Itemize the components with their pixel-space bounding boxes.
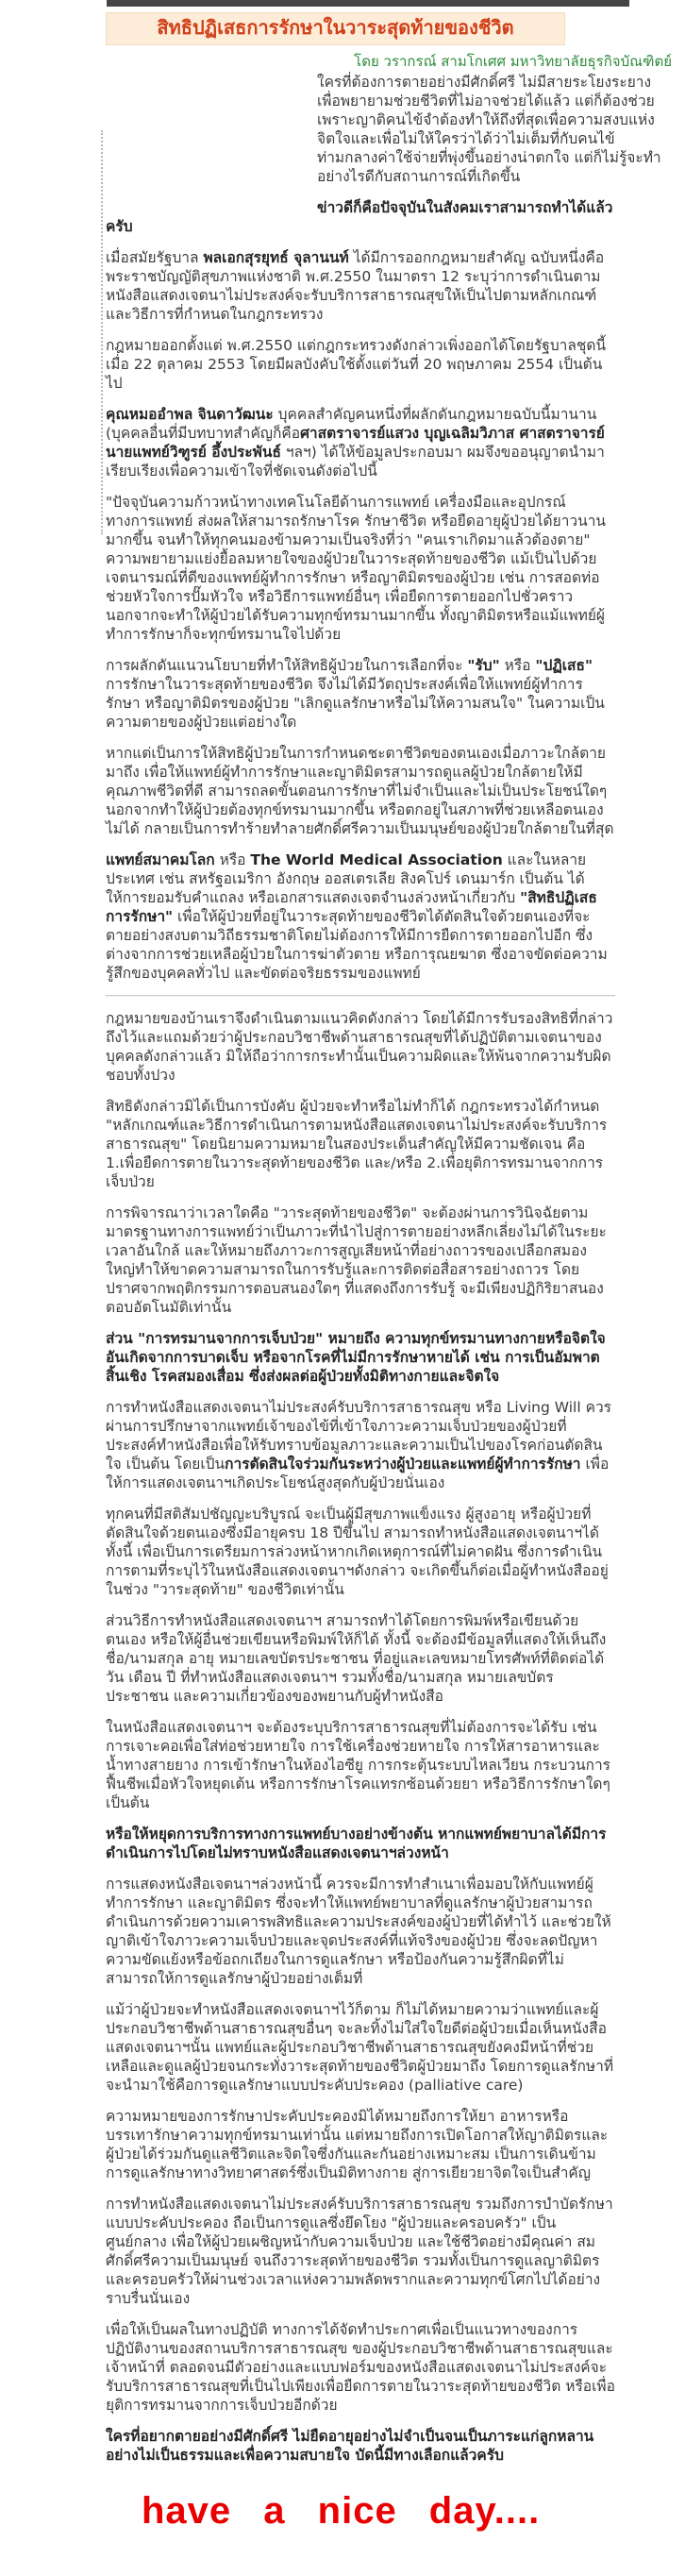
paragraph xyxy=(106,744,672,838)
text-run: ในหนังสือแสดงเจตนาฯ จะต้องระบุบริการสาธารณสุขที่ไม่ต้องการจะได้รับ เช่น การเจาะคอเพื่อใส่ท่อช่วยหายใจ การใช้เครื่องช่วยหายใจ การให้สารอาหารและน้ำทางสายยาง การเข้ารักษาในห้องไอซียู การกระตุ้นระบบไหลเวียน กระบวนการฟื้นชีพเมื่อหัวใจหยุดเต้น หรือการรักษาโรคแทรกซ้อนด้วยยา หรือวิธีการรักษาใดๆ เป็นต้น xyxy=(106,1719,610,1811)
text-run: การทำหนังสือแสดงเจตนาไม่ประสงค์รับบริการสาธารณสุข หรือ Living Will ควรผ่านการปรึกษาจากแพทย์เจ้าของไข้ที่เข้าใจภาวะความเจ็บป่วยของผู้ป่วยที่ประสงค์ทำหนังสือเพื่อให้รับทราบข้อมูลภาวะและความเป็นไปของโรคก่อนตัดสินใจ เป็นต้น โดยเป็น xyxy=(106,1399,611,1473)
text-run: การผลักดันแนวนโยบายที่ทำให้สิทธิผู้ป่วยในการเลือกที่จะ xyxy=(106,657,468,674)
paragraph xyxy=(106,1875,672,1988)
paragraph xyxy=(106,1718,672,1812)
bold-text-run: ศาสตราจารย์แสวง บุญเฉลิมวิภาส ศาสตราจารย์ นายแพทย์วิฑูรย์ อึ้งประพันธ์ xyxy=(106,425,605,461)
paragraph xyxy=(106,1398,672,1492)
paragraph xyxy=(106,850,672,983)
text-run: หรือ xyxy=(214,851,251,868)
paragraph xyxy=(106,1329,672,1386)
paragraph xyxy=(106,1505,672,1599)
text-run: เพื่อให้เป็นผลในทางปฏิบัติ ทางการได้จัดทำประกาศเพื่อเป็นแนวทางของการปฏิบัติงานของสถานบริการสาธารณสุข ของผู้ประกอบวิชาชีพด้านสาธารณสุขและเจ้าหน้าที่ ตลอดจนมีตัวอย่างและแบบฟอร์มของหนังสือแสดงเจตนาไม่ประสงค์จะรับบริการสาธารณสุขที่เป็นไปเพียงเพื่อยืดการตายในวาระสุดท้ายของชีวิต หรือเพื่อยุติการทรมานจากการเจ็บป่วยอีกด้วย xyxy=(106,2321,615,2414)
bold-text-run: "ปฏิเสธ" xyxy=(535,657,593,674)
text-run: สิทธิดังกล่าวมิได้เป็นการบังคับ ผู้ป่วยจะทำหรือไม่ทำก็ได้ กฎกระทรวงได้กำหนด "หลักเกณฑ์และวิธีการดำเนินการตามหนังสือแสดงเจตนาไม่ประสงค์จะรับบริการสาธารณสุข" โดยนิยามความหมายในสองประเด็นสำคัญให้มีความชัดเจน คือ 1.เพื่อยืดการตายในวาระสุดท้ายของชีวิต และ/หรือ 2.เพื่อยุติการทรมานจากการเจ็บป่วย xyxy=(106,1098,608,1190)
paragraph xyxy=(106,336,672,393)
byline: โดย วรากรณ์ สามโกเศศ มหาวิทยาลัยธุรกิจบัณฑิตย์ xyxy=(354,53,672,70)
image-placeholder xyxy=(106,52,317,210)
paragraph xyxy=(106,1204,672,1317)
text-run: หรือ xyxy=(499,657,536,674)
bold-text-run: พลเอกสุรยุทธ์ จุลานนท์ xyxy=(203,249,349,266)
text-run: หากแต่เป็นการให้สิทธิผู้ป่วยในการกำหนดชะตาชีวิตของตนเองเมื่อภาวะใกล้ตายมาถึง เพื่อให้แพทย์ผู้ทำการรักษาและญาติมิตรสามารถดูแลผู้ป่วยใกล้ตายให้มีคุณภาพชีวิตที่ดี สามารถลดขั้นตอนการรักษาที่ไม่จำเป็นและไม่เป็นประโยชน์ใดๆ นอกจากทำให้ผู้ป่วยต้องทุกข์ทรมานมากขึ้น หรือตกอยู่ในสภาพที่ช่วยเหลือตนเองไม่ได้ กลายเป็นการทำร้ายทำลายศักดิ์ศรีความเป็นมนุษย์ของผู้ป่วยใกล้ตายในที่สุด xyxy=(106,745,614,837)
bold-text-run: หรือให้หยุดการบริการทางการแพทย์บางอย่างข้างต้น หากแพทย์พยาบาลได้มีการดำเนินการไปโดยไม่ทราบหนังสือแสดงเจตนาฯล่วงหน้า xyxy=(106,1826,607,1861)
intro-paragraph: ใครที่ต้องการตายอย่างมีศักดิ์ศรี ไม่มีสายระโยงระยางเพื่อพยายามช่วยชีวิตที่ไม่อาจช่วยได้แล้ว แต่ก็ต้องช่วยเพราะญาติคนไข้จำต้องทำให้ถึงที่สุดเพื่อความสงบแห่งจิตใจและเพื่อไม่ให้ใครว่าได้ว่าไม่เต็มที่กับคนไข้ท่ามกลางค่าใช้จ่ายที่พุ่งขึ้นอย่างน่าตกใจ แต่ก็ไม่รู้จะทำอย่างไรดีกับสถานการณ์ที่เกิดขึ้น xyxy=(317,74,661,185)
text-run: กฎหมายออกตั้งแต่ พ.ศ.2550 แต่กฎกระทรวงดังกล่าวเพิ่งออกได้โดยรัฐบาลชุดนี้เมื่อ 22 ตุลาคม 2553 โดยมีผลบังคับใช้ตั้งแต่วันที่ 20 พฤษภาคม 2554 เป็นต้นไป xyxy=(106,337,607,392)
text-run: ความหมายของการรักษาประคับประคองมิได้หมายถึงการให้ยา อาหารหรือบรรเทารักษาความทุกข์ทรมานเท่านั้น แต่หมายถึงการเปิดโอกาสให้ญาติมิตรและผู้ป่วยได้ร่วมกันดูแลชีวิตและจิตใจซึ่งกันและกันอย่างเหมาะสม เป็นการเดินข้ามการดูแลรักษาทางวิทยาศาสตร์ซึ่งเป็นมิติทางกาย สู่การเยียวยาจิตใจเป็นสำคัญ xyxy=(106,2108,609,2181)
text-run: ทุกคนที่มีสติสัมปชัญญะบริบูรณ์ จะเป็นผู้มีสุขภาพแข็งแรง ผู้สูงอายุ หรือผู้ป่วยที่ตัดสินใจด้วยตนเองซึ่งมีอายุครบ 18 ปีขึ้นไป สามารถทำหนังสือแสดงเจตนาฯได้ ทั้งนี้ เพื่อเป็นการเตรียมการล่วงหน้าหากเกิดเหตุการณ์ที่ไม่คาดฝัน ซึ่งการดำเนินการตามที่ระบุไว้ในหนังสือแสดงเจตนาฯดังกล่าว จะเกิดขึ้นก็ต่อเมื่อผู้ทำหนังสืออยู่ในช่วง "วาระสุดท้าย" ของชีวิตเท่านั้น xyxy=(106,1506,609,1598)
bold-text-run: ส่วน "การทรมานจากการเจ็บป่วย" หมายถึง ความทุกข์ทรมานทางกายหรือจิตใจอันเกิดจากการบาดเจ็บ หรือจากโรคที่ไม่มีการรักษาหายได้ เช่น การเป็นอัมพาตสิ้นเชิง โรคสมองเสื่อม ซึ่งส่งผลต่อผู้ป่วยทั้งมิติทางกายและจิตใจ xyxy=(106,1330,606,1385)
paragraph xyxy=(106,2195,672,2308)
text-run: การทำหนังสือแสดงเจตนาไม่ประสงค์รับบริการสาธารณสุข รวมถึงการบำบัดรักษาแบบประคับประคอง ถือเป็นการดูแลซึ่งยึดโยง "ผู้ป่วยและครอบครัว" เป็นศูนย์กลาง เพื่อให้ผู้ป่วยเผชิญหน้ากับความเจ็บป่วย และใช้ชีวิตอย่างมีคุณค่า สมศักดิ์ศรีความเป็นมนุษย์ จนถึงวาระสุดท้ายของชีวิต รวมทั้งเป็นการดูแลญาติมิตรและครอบครัวให้ผ่านช่วงเวลาแห่งความพลัดพรากและความทุกข์โศกไปได้อย่างราบรื่นนั่นเอง xyxy=(106,2196,613,2307)
text-run: กฎหมายของบ้านเราจึงดำเนินตามแนวคิดดังกล่าว โดยได้มีการรับรองสิทธิที่กล่าวถึงไว้และแถมด้วยว่าผู้ประกอบวิชาชีพด้านสาธารณสุขที่ได้ปฏิบัติตามเจตนาของบุคคลดังกล่าวแล้ว มิให้ถือว่าการกระทำนั้นเป็นความผิดและให้พ้นจากความรับผิดชอบทั้งปวง xyxy=(106,1010,613,1084)
text-run: และในหลายประเทศ เช่น สหรัฐอเมริกา อังกฤษ ออสเตรเลีย สิงคโปร์ เดนมาร์ก เป็นต้น ได้ให้การยอมรับคำแถลง หรือเอกสารแสดงเจตจำนงล่วงหน้าเกี่ยวกับ xyxy=(106,851,587,906)
paragraph xyxy=(106,493,672,644)
bold-text-run: ใครที่อยากตายอย่างมีศักดิ์ศรี ไม่ยืดอายุอย่างไม่จำเป็นจนเป็นภาระแก่ลูกหลานอย่างไม่เป็นธรรมและเพื่อความสบายใจ บัดนี้มีทางเลือกแล้วครับ xyxy=(106,2428,594,2464)
article-body xyxy=(106,198,672,2465)
intro-block xyxy=(106,52,672,186)
paragraph xyxy=(106,1611,672,1706)
paragraph xyxy=(106,2000,672,2095)
section-divider xyxy=(106,995,615,997)
paragraph xyxy=(106,1097,672,1191)
paragraph xyxy=(106,405,672,480)
paragraph xyxy=(106,1825,672,1862)
paragraph xyxy=(106,248,672,324)
text-run: ส่วนวิธีการทำหนังสือแสดงเจตนาฯ สามารถทำได้โดยการพิมพ์หรือเขียนด้วยตนเอง หรือให้ผู้อื่นช่วยเขียนหรือพิมพ์ให้ก็ได้ ทั้งนี้ จะต้องมีข้อมูลที่แสดงให้เห็นถึงชื่อ/นามสกุล อายุ หมายเลขบัตรประชาชน ที่อยู่และเลขหมายโทรศัพท์ที่ติดต่อได้ วัน เดือน ปี ที่ทำหนังสือแสดงเจตนาฯ รวมทั้งชื่อ/นามสกุล หมายเลขบัตรประชาชน และความเกี่ยวข้องของพยานกับผู้ทำหนังสือ xyxy=(106,1612,607,1705)
text-run: บุคคลสำคัญคนหนึ่งที่ผลักดันกฎหมายฉบับนี้มานาน (บุคคลอื่นที่มีบทบาทสำคัญก็คือ xyxy=(106,406,597,442)
paragraph xyxy=(106,2427,672,2465)
dotted-left-border xyxy=(101,130,103,534)
bold-text-run: คุณหมออำพล จินดาวัฒนะ xyxy=(106,406,274,423)
text-run: ได้มีการออกกฎหมายสำคัญ ฉบับหนึ่งคือพระราชบัญญัติสุขภาพแห่งชาติ พ.ศ.2550 ในมาตรา 12 ระบุว่าการดำเนินตามหนังสือแสดงเจตนาไม่ประสงค์จะรับบริการสาธารณสุขให้เป็นไปตามหลักเกณฑ์และวิธีการที่กำหนดในกฎกระทรวง xyxy=(106,249,605,323)
text-run: เพื่อให้ผู้ป่วยที่อยู่ในวาระสุดท้ายของชีวิตได้ตัดสินใจด้วยตนเองที่จะตายอย่างสงบตามวิถีธรรมชาติโดยไม่ต้องการให้มีการยืดการตายออกไปอีก ซึ่งต่างจากการช่วยเหลือผู้ป่วยในการฆ่าตัวตาย หรือการุณยฆาต ซึ่งอาจขัดต่อความรู้สึกของบุคคลทั่วไป และขัดต่อจริยธรรมของแพทย์ xyxy=(106,908,608,982)
paragraph xyxy=(106,2320,672,2415)
text-run: การแสดงหนังสือเจตนาฯล่วงหน้านี้ ควรจะมีการทำสำเนาเพื่อมอบให้กับแพทย์ผู้ทำการรักษา และญาติมิตร ซึ่งจะทำให้แพทย์พยาบาลที่ดูแลรักษาผู้ป่วยสามารถดำเนินการด้วยความเคารพสิทธิและความประสงค์ของผู้ป่วยที่ได้ทำไว้ และช่วยให้ญาติเข้าใจภาวะความเจ็บป่วยและจุดประสงค์ที่แท้จริงของผู้ป่วย ซึ่งจะลดปัญหาความขัดแย้งหรือข้อถกเถียงในการดูแลรักษา หรือป้องกันความรู้สึกผิดที่ไม่สามารถให้การดูแลรักษาผู้ป่วยอย่างเต็มที่ xyxy=(106,1876,611,1987)
footer-note: have a nice day.... xyxy=(142,2490,541,2532)
paragraph xyxy=(106,656,672,732)
text-run: ฯลฯ) ได้ให้ข้อมูลประกอบมา ผมจึงขออนุญาตนำมาเรียบเรียงเพื่อความเข้าใจที่ชัดเจนดังต่อไปนี้ xyxy=(106,444,605,480)
text-run: เมื่อสมัยรัฐบาล xyxy=(106,249,204,266)
text-run: การพิจารณาว่าเวลาใดคือ "วาระสุดท้ายของชีวิต" จะต้องผ่านการวินิจฉัยตามมาตรฐานทางการแพทย์ว่าเป็นภาวะที่นำไปสู่การตายอย่างหลีกเลี่ยงไม่ได้ในระยะเวลาอันใกล้ และให้หมายถึงภาวะการสูญเสียหน้าที่อย่างถาวรของเปลือกสมองใหญ่ทำให้ขาดความสามารถในการรับรู้และการติดต่อสื่อสารอย่างถาวร โดยปราศจากพฤติกรรมการตอบสนองใดๆ ที่แสดงถึงการรับรู้ จะมีเพียงปฏิกิริยาสนองตอบอัตโนมัติเท่านั้น xyxy=(106,1204,607,1316)
bold-text-run: การตัดสินใจร่วมกันระหว่างผู้ป่วยและแพทย์ผู้ทำการรักษา xyxy=(225,1456,581,1473)
bold-text-run: The World Medical Association xyxy=(250,851,503,868)
paragraph xyxy=(106,1009,672,1085)
top-frame-strip xyxy=(107,0,629,7)
text-run: "ปัจจุบันความก้าวหน้าทางเทคโนโลยีด้านการแพทย์ เครื่องมือและอุปกรณ์ทางการแพทย์ ส่งผลให้สามารถรักษาโรค รักษาชีวิต หรือยืดอายุผู้ป่วยได้ยาวนานมากขึ้น จนทำให้ทุกคนมองข้ามความเป็นจริงที่ว่า "คนเราเกิดมาแล้วต้องตาย" ความพยายามแย่งยื้อลมหายใจของผู้ป่วยในวาระสุดท้ายของชีวิต แม้เป็นไปด้วยเจตนารมณ์ที่ดีของแพทย์ผู้ทำการรักษา หรือญาติมิตรของผู้ป่วย เช่น การสอดท่อช่วยหัวใจการปั๊มหัวใจ หรือวิธีการแพทย์อื่นๆ เพื่อยืดการตายออกไปชั่วคราว นอกจากจะทำให้ผู้ป่วยได้รับความทุกข์ทรมานมากขึ้น ทั้งญาติมิตรหรือแม้แพทย์ผู้ทำการรักษาก็จะทุกข์ทรมานใจไปด้วย xyxy=(106,494,606,643)
text-run: การรักษาในวาระสุดท้ายของชีวิต จึงไม่ได้มีวัตถุประสงค์เพื่อให้แพทย์ผู้ทำการรักษา หรือญาติมิตรของผู้ป่วย "เลิกดูแลรักษาหรือไม่ให้ความสนใจ" ในความเป็นความตายของผู้ป่วยแต่อย่างใด xyxy=(106,676,605,731)
bold-text-run: แพทย์สมาคมโลก xyxy=(106,851,215,868)
article-title: สิทธิปฏิเสธการรักษาในวาระสุดท้ายของชีวิต xyxy=(106,12,565,45)
bold-text-run: "สิทธิปฏิเสธการรักษา" xyxy=(106,889,597,925)
paragraph xyxy=(106,2107,672,2182)
text-run: แม้ว่าผู้ป่วยจะทำหนังสือแสดงเจตนาฯไว้ก็ตาม ก็ไม่ได้หมายความว่าแพทย์และผู้ประกอบวิชาชีพด้านสาธารณสุขอื่นๆ จะละทิ้งไม่ใส่ใจใยดีต่อผู้ป่วยเมื่อเห็นหนังสือแสดงเจตนาฯนั้น แพทย์และผู้ประกอบวิชาชีพด้านสาธารณสุขยังคงมีหน้าที่ช่วยเหลือและดูแลผู้ป่วยจนกระทั่งวาระสุดท้ายของชีวิตผู้ป่วยมาถึง โดยการดูแลรักษาที่จะนำมาใช้คือการดูแลรักษาแบบประคับประคอง (palliative care) xyxy=(106,2001,614,2094)
bold-text-run: ข่าวดีก็คือปัจจุบันในสังคมเราสามารถทำได้แล้วครับ xyxy=(106,199,613,235)
text-run: เพื่อให้การแสดงเจตนาฯเกิดประโยชน์สูงสุดกับผู้ป่วยนั่นเอง xyxy=(106,1456,610,1491)
article xyxy=(106,12,672,2477)
bold-text-run: "รับ" xyxy=(467,657,500,674)
